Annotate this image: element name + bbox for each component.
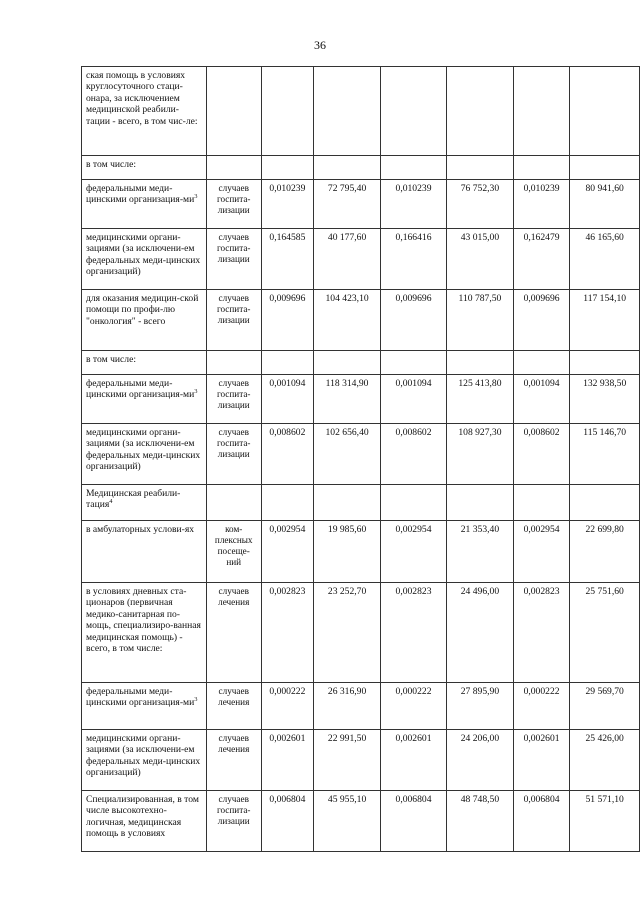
empty-cell: [261, 156, 314, 180]
value-cell: 117 154,10: [570, 290, 640, 351]
table-row: [82, 290, 640, 351]
label-cell: [82, 375, 207, 424]
value-cell: 0,002601: [380, 730, 446, 791]
row-label: медицинскими органи-зациями (за исключени-ем федеральных меди-цинских организаций): [86, 427, 201, 473]
table-body: [82, 67, 640, 852]
value-cell: 0,002954: [380, 521, 446, 583]
value-cell: 0,001094: [380, 375, 446, 424]
table-row: [82, 375, 640, 424]
empty-cell: [570, 351, 640, 375]
value-cell: 19 985,60: [314, 521, 381, 583]
section-cell: [82, 156, 207, 180]
value-cell: 0,002954: [261, 521, 314, 583]
value-cell: 40 177,60: [314, 229, 381, 290]
value-cell: 104 423,10: [314, 290, 381, 351]
row-label: для оказания медицин-ской помощи по профи-лю "онкология" - всего: [86, 293, 199, 327]
table-row: [82, 791, 640, 852]
value-cell: 110 787,50: [447, 290, 514, 351]
value-cell: 132 938,50: [570, 375, 640, 424]
label-cell: [82, 67, 207, 156]
value-cell: [314, 67, 381, 156]
value-cell: 118 314,90: [314, 375, 381, 424]
value-cell: 0,006804: [261, 791, 314, 852]
footnote-mark: 4: [109, 498, 113, 506]
empty-cell: [513, 156, 570, 180]
value-cell: 0,000222: [513, 683, 570, 730]
value-cell: 108 927,30: [447, 424, 514, 485]
unit-cell: случаев госпита-лизации: [206, 290, 261, 351]
value-cell: 45 955,10: [314, 791, 381, 852]
value-cell: [447, 67, 514, 156]
row-label: в том числе:: [86, 354, 137, 365]
label-cell: [82, 290, 207, 351]
unit-cell: случаев госпита-лизации: [206, 424, 261, 485]
unit-cell: ком-плексных посеще-ний: [206, 521, 261, 583]
row-label: ская помощь в условиях круглосуточного стаци-онара, за исключением медицинской реабили-тации - всего, в том чис-ле:: [86, 70, 198, 127]
empty-cell: [380, 485, 446, 521]
row-label: Специализированная, в том числе высокотехно-логичная, медицинская помощь в условиях: [86, 794, 199, 840]
value-cell: 25 751,60: [570, 583, 640, 683]
value-cell: 72 795,40: [314, 180, 381, 229]
empty-cell: [261, 485, 314, 521]
empty-cell: [447, 351, 514, 375]
unit-cell: случаев госпита-лизации: [206, 229, 261, 290]
table-row: [82, 180, 640, 229]
label-cell: [82, 521, 207, 583]
value-cell: 48 748,50: [447, 791, 514, 852]
table-row: [82, 730, 640, 791]
table-row: [82, 583, 640, 683]
empty-cell: [447, 156, 514, 180]
label-cell: [82, 229, 207, 290]
value-cell: 0,164585: [261, 229, 314, 290]
table-row: [82, 683, 640, 730]
label-cell: [82, 683, 207, 730]
value-cell: 27 895,90: [447, 683, 514, 730]
value-cell: 0,008602: [261, 424, 314, 485]
value-cell: 46 165,60: [570, 229, 640, 290]
value-cell: 23 252,70: [314, 583, 381, 683]
empty-cell: [206, 485, 261, 521]
value-cell: 0,009696: [261, 290, 314, 351]
label-cell: [82, 791, 207, 852]
empty-cell: [513, 485, 570, 521]
value-cell: 25 426,00: [570, 730, 640, 791]
value-cell: 0,010239: [513, 180, 570, 229]
row-label: медицинскими органи-зациями (за исключени-ем федеральных меди-цинских организаций): [86, 733, 201, 779]
row-label: федеральными меди-цинскими организация-ми: [86, 686, 195, 709]
footnote-mark: 3: [194, 388, 198, 396]
page-number: 36: [314, 38, 326, 52]
unit-cell: случаев госпита-лизации: [206, 180, 261, 229]
value-cell: [513, 67, 570, 156]
value-cell: 80 941,60: [570, 180, 640, 229]
label-cell: [82, 424, 207, 485]
empty-cell: [380, 351, 446, 375]
row-label: федеральными меди-цинскими организация-ми: [86, 378, 195, 401]
row-label: медицинскими органи-зациями (за исключени-ем федеральных меди-цинских организаций): [86, 232, 201, 278]
value-cell: 22 991,50: [314, 730, 381, 791]
value-cell: 0,008602: [513, 424, 570, 485]
empty-cell: [261, 351, 314, 375]
value-cell: 76 752,30: [447, 180, 514, 229]
footnote-mark: 3: [194, 696, 198, 704]
empty-cell: [570, 485, 640, 521]
row-label: в условиях дневных ста-ционаров (первичная медико-санитарная по-мощь, специализиро-ванная медицинская помощь) - всего, в том числе:: [86, 586, 201, 655]
value-cell: 0,166416: [380, 229, 446, 290]
value-cell: 51 571,10: [570, 791, 640, 852]
empty-cell: [513, 351, 570, 375]
value-cell: 0,002954: [513, 521, 570, 583]
value-cell: 0,009696: [513, 290, 570, 351]
value-cell: 0,000222: [380, 683, 446, 730]
unit-cell: случаев лечения: [206, 730, 261, 791]
unit-cell: случаев лечения: [206, 583, 261, 683]
value-cell: 24 496,00: [447, 583, 514, 683]
value-cell: 29 569,70: [570, 683, 640, 730]
value-cell: 0,002823: [261, 583, 314, 683]
section-row: [82, 351, 640, 375]
value-cell: 0,008602: [380, 424, 446, 485]
value-cell: 0,009696: [380, 290, 446, 351]
empty-cell: [570, 156, 640, 180]
value-cell: [261, 67, 314, 156]
section-row: [82, 485, 640, 521]
empty-cell: [447, 485, 514, 521]
value-cell: 24 206,00: [447, 730, 514, 791]
table-row: [82, 424, 640, 485]
row-label: Медицинская реабили-тация: [86, 488, 181, 511]
value-cell: 102 656,40: [314, 424, 381, 485]
row-label: в амбулаторных услови-ях: [86, 524, 195, 535]
empty-cell: [206, 156, 261, 180]
empty-cell: [314, 156, 381, 180]
value-cell: 115 146,70: [570, 424, 640, 485]
norms-table: [81, 66, 640, 852]
row-label: федеральными меди-цинскими организация-ми: [86, 183, 195, 206]
value-cell: [380, 67, 446, 156]
table-row: [82, 229, 640, 290]
section-row: [82, 156, 640, 180]
footnote-mark: 3: [194, 193, 198, 201]
value-cell: [570, 67, 640, 156]
empty-cell: [314, 351, 381, 375]
empty-cell: [206, 351, 261, 375]
empty-cell: [380, 156, 446, 180]
table-row: [82, 521, 640, 583]
value-cell: 0,001094: [261, 375, 314, 424]
value-cell: 0,000222: [261, 683, 314, 730]
value-cell: 0,002601: [513, 730, 570, 791]
value-cell: 0,162479: [513, 229, 570, 290]
table-row: [82, 67, 640, 156]
value-cell: 0,010239: [380, 180, 446, 229]
label-cell: [82, 583, 207, 683]
value-cell: 125 413,80: [447, 375, 514, 424]
section-cell: [82, 351, 207, 375]
unit-cell: случаев лечения: [206, 683, 261, 730]
value-cell: 43 015,00: [447, 229, 514, 290]
value-cell: 0,010239: [261, 180, 314, 229]
value-cell: 0,001094: [513, 375, 570, 424]
value-cell: 0,002823: [513, 583, 570, 683]
value-cell: 0,006804: [513, 791, 570, 852]
value-cell: 21 353,40: [447, 521, 514, 583]
unit-cell: [206, 67, 261, 156]
unit-cell: случаев госпита-лизации: [206, 375, 261, 424]
value-cell: 0,002823: [380, 583, 446, 683]
section-cell: [82, 485, 207, 521]
empty-cell: [314, 485, 381, 521]
value-cell: 0,006804: [380, 791, 446, 852]
label-cell: [82, 180, 207, 229]
unit-cell: случаев госпита-лизации: [206, 791, 261, 852]
value-cell: 22 699,80: [570, 521, 640, 583]
value-cell: 26 316,90: [314, 683, 381, 730]
row-label: в том числе:: [86, 159, 137, 170]
label-cell: [82, 730, 207, 791]
value-cell: 0,002601: [261, 730, 314, 791]
